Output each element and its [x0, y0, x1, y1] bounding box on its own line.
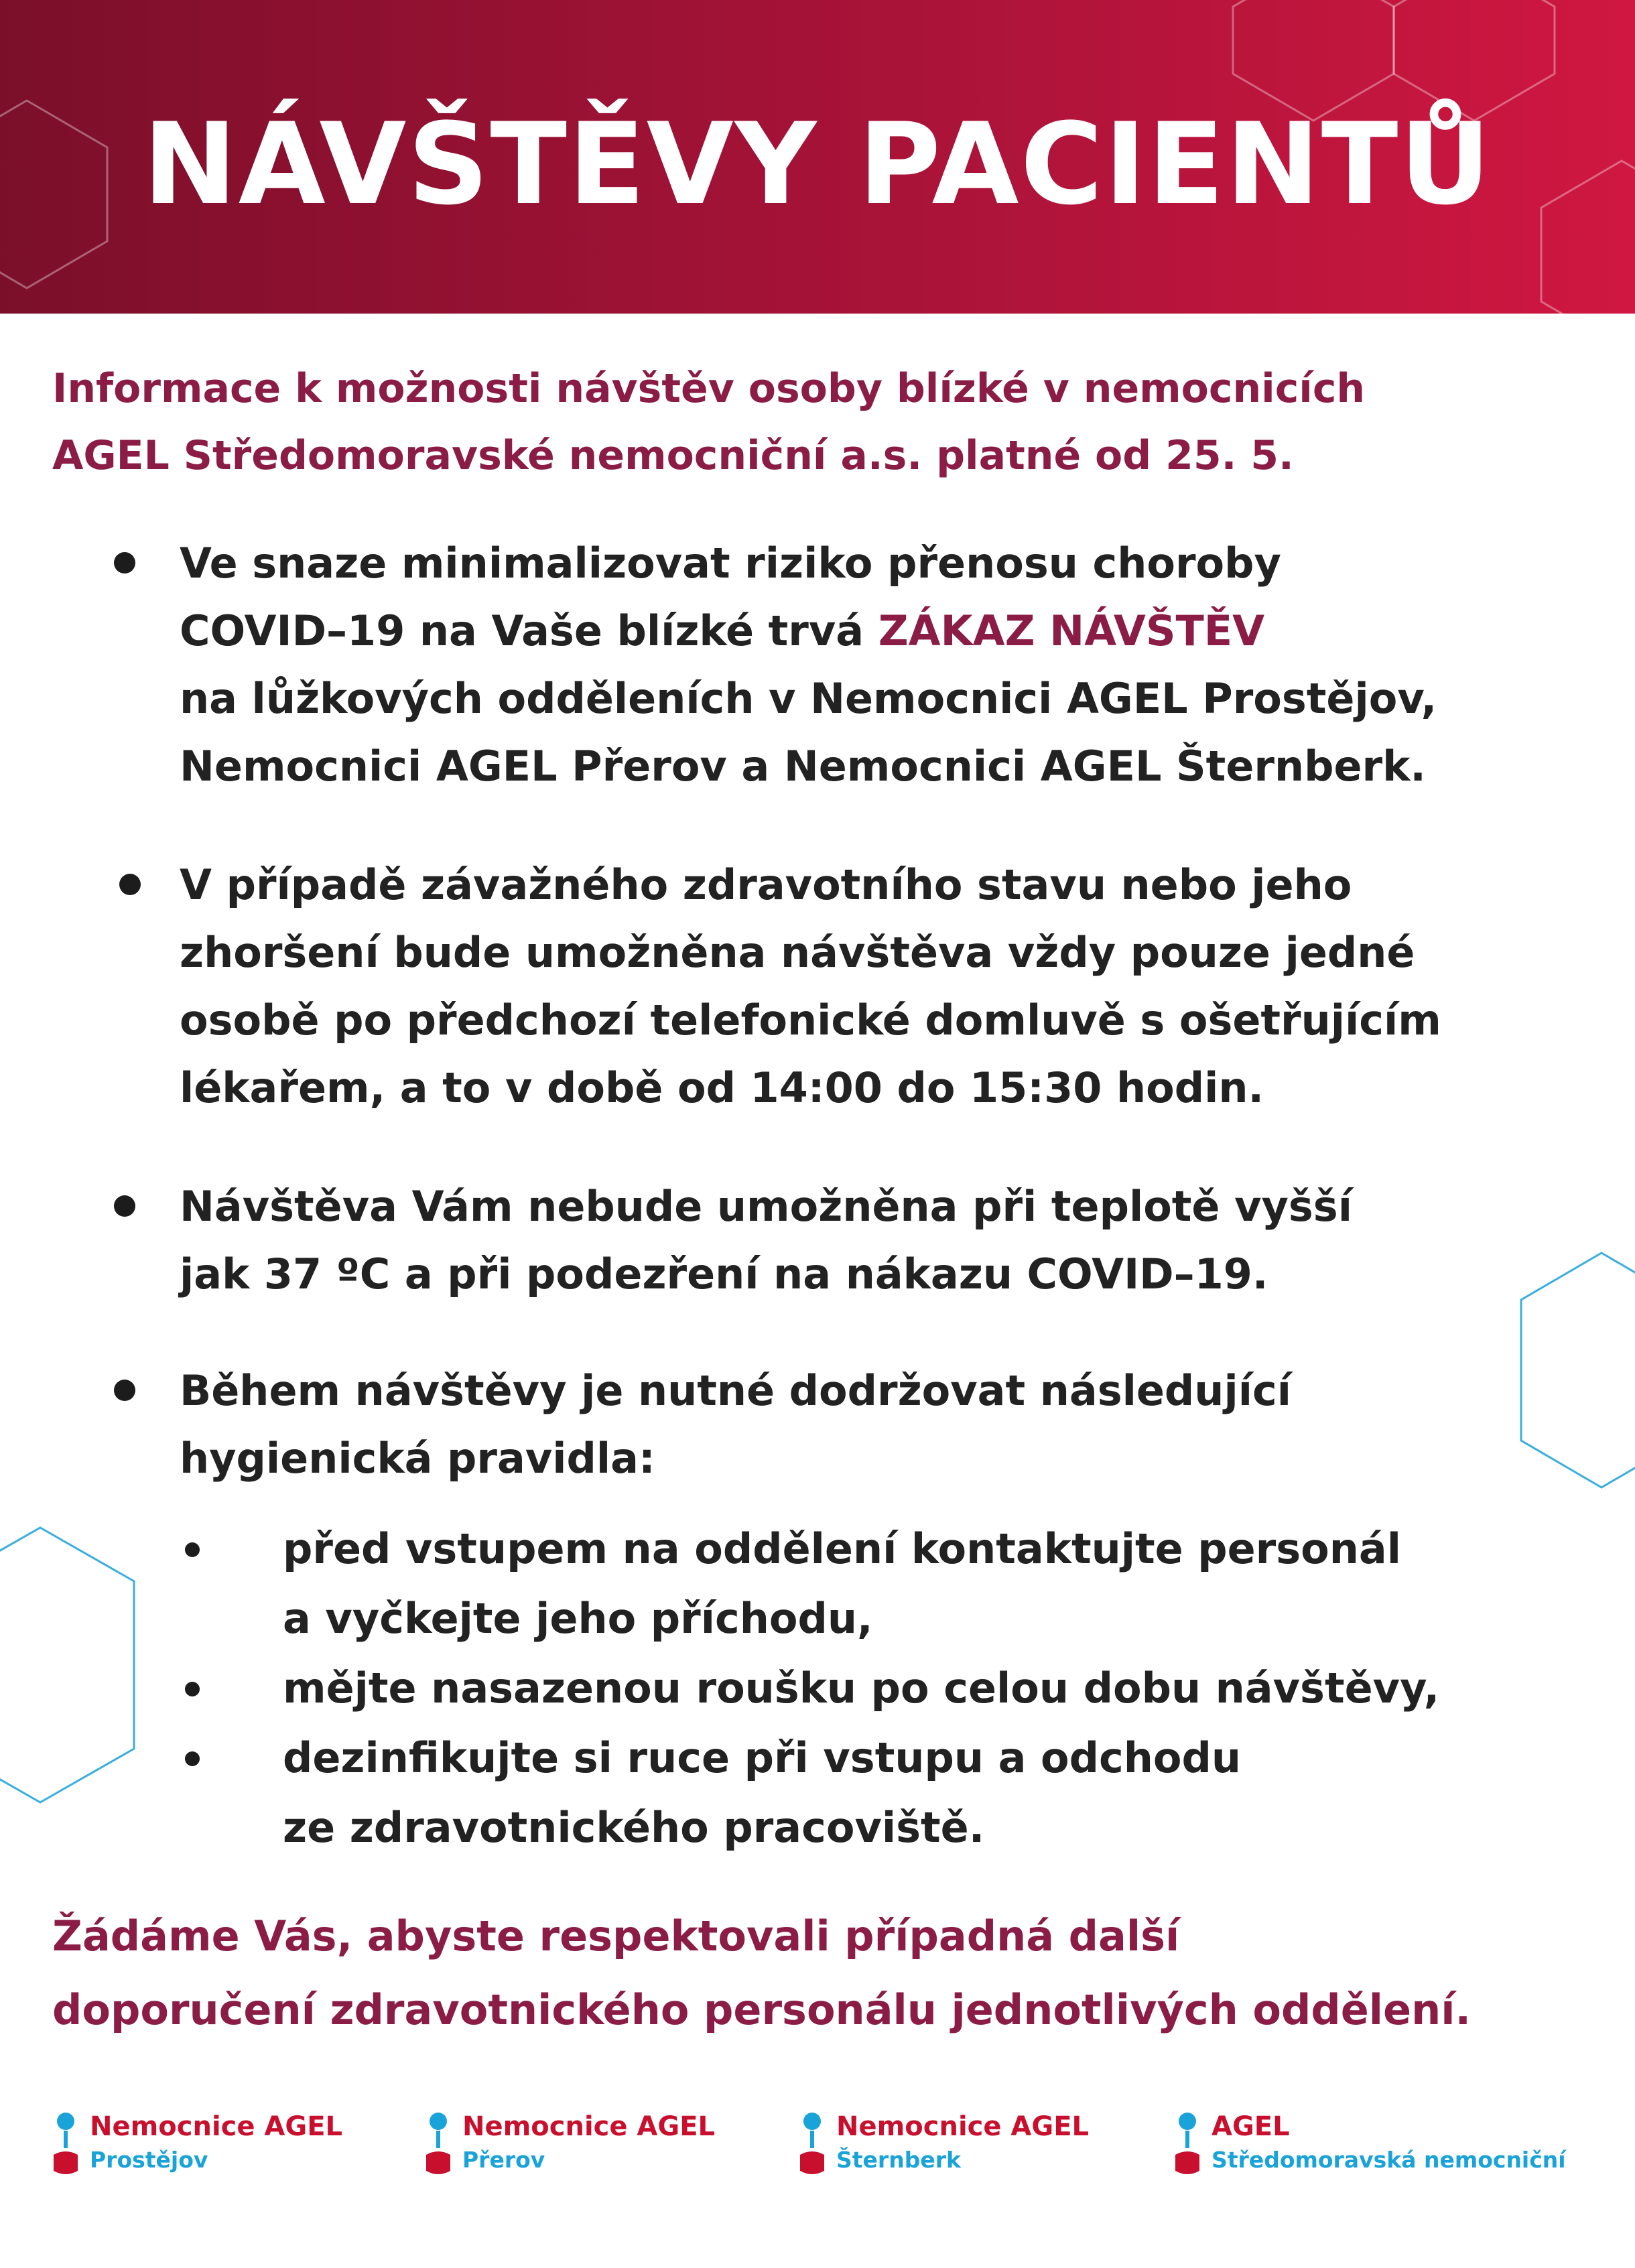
intro-text	[52, 355, 1593, 489]
closing-line: doporučení zdravotnického personálu jednotlivých oddělení.	[52, 1985, 1472, 2034]
logo-name: Nemocnice AGEL	[836, 2111, 1090, 2142]
logo-name: AGEL	[1212, 2111, 1290, 2142]
sub-bullet-dot-icon	[185, 1682, 200, 1696]
logo-agel-smn	[1173, 2104, 1601, 2204]
page-title: NÁVŠTĚVY PACIENTŮ	[143, 98, 1492, 230]
bullet-line: Návštěva Vám nebude umožněna při teplotě vyšší	[180, 1182, 1352, 1231]
agel-figure-icon	[51, 2111, 80, 2178]
logo-place: Přerov	[462, 2147, 545, 2173]
agel-figure-icon	[423, 2111, 453, 2178]
closing-line: Žádáme Vás, abyste respektovali případná další	[52, 1912, 1180, 1960]
logo-prerov	[423, 2104, 759, 2204]
sub-bullet-line: před vstupem na oddělení kontaktujte personál	[283, 1524, 1401, 1573]
bullet-line: lékařem, a to v době od 14:00 do 15:30 hodin.	[180, 1063, 1264, 1112]
bullet-text	[180, 851, 1607, 1122]
sub-bullet-line: ze zdravotnického pracoviště.	[283, 1803, 985, 1852]
bullet-dot-icon	[114, 1380, 135, 1401]
sub-bullet-dot-icon	[185, 1542, 200, 1557]
sub-bullet-text	[283, 1514, 1610, 1654]
bullet-line	[180, 597, 1607, 665]
bullet-text	[180, 1357, 1607, 1492]
intro-line: AGEL Středomoravské nemocniční a.s. platné od 25. 5.	[52, 432, 1294, 479]
logo-prostejov	[51, 2104, 386, 2204]
logo-place: Šternberk	[836, 2147, 961, 2173]
footer-logos	[0, 2104, 1635, 2211]
intro-line: Informace k možnosti návštěv osoby blízké v nemocnicích	[52, 365, 1366, 412]
logo-name: Nemocnice AGEL	[90, 2111, 343, 2142]
sub-bullet-text	[283, 1654, 1610, 1723]
sub-bullet-line: mějte nasazenou roušku po celou dobu návštěvy,	[283, 1664, 1440, 1713]
bullet-dot-icon	[119, 874, 141, 895]
sub-bullet-text	[283, 1723, 1610, 1863]
agel-figure-icon	[797, 2111, 827, 2178]
bullet-line: Ve snaze minimalizovat riziko přenosu choroby	[180, 539, 1281, 588]
bullet-line: hygienická pravidla:	[180, 1434, 655, 1483]
bullet-line-text: COVID–19 na Vaše blízké trvá	[180, 606, 878, 655]
visit-ban-emphasis: ZÁKAZ NÁVŠTĚV	[878, 606, 1265, 655]
logo-place: Prostějov	[90, 2147, 208, 2173]
logo-sternberk	[797, 2104, 1132, 2204]
bullet-line: V případě závažného zdravotního stavu nebo jeho	[180, 860, 1352, 909]
logo-place: Středomoravská nemocniční	[1212, 2147, 1566, 2173]
bullet-text	[180, 1173, 1607, 1308]
agel-figure-icon	[1173, 2111, 1202, 2178]
bullet-line: na lůžkových odděleních v Nemocnici AGEL Prostějov,	[180, 674, 1437, 723]
bullet-text	[180, 529, 1607, 800]
bullet-dot-icon	[114, 1195, 135, 1217]
bullet-line: Nemocnici AGEL Přerov a Nemocnici AGEL Šternberk.	[180, 742, 1426, 791]
closing-text	[52, 1899, 1607, 2047]
sub-bullet-line: dezinfikujte si ruce při vstupu a odchodu	[283, 1733, 1241, 1782]
bullet-line: zhoršení bude umožněna návštěva vždy pouze jedné	[180, 928, 1415, 977]
sub-bullet-dot-icon	[185, 1751, 200, 1766]
logo-name: Nemocnice AGEL	[462, 2111, 716, 2142]
bullet-line: osobě po předchozí telefonické domluvě s ošetřujícím	[180, 996, 1441, 1045]
bullet-line: jak 37 ºC a při podezření na nákazu COVID–19.	[180, 1250, 1268, 1298]
bullet-line: Během návštěvy je nutné dodržovat následující	[180, 1366, 1291, 1415]
sub-bullet-line: a vyčkejte jeho příchodu,	[283, 1594, 873, 1643]
bullet-dot-icon	[114, 552, 135, 574]
